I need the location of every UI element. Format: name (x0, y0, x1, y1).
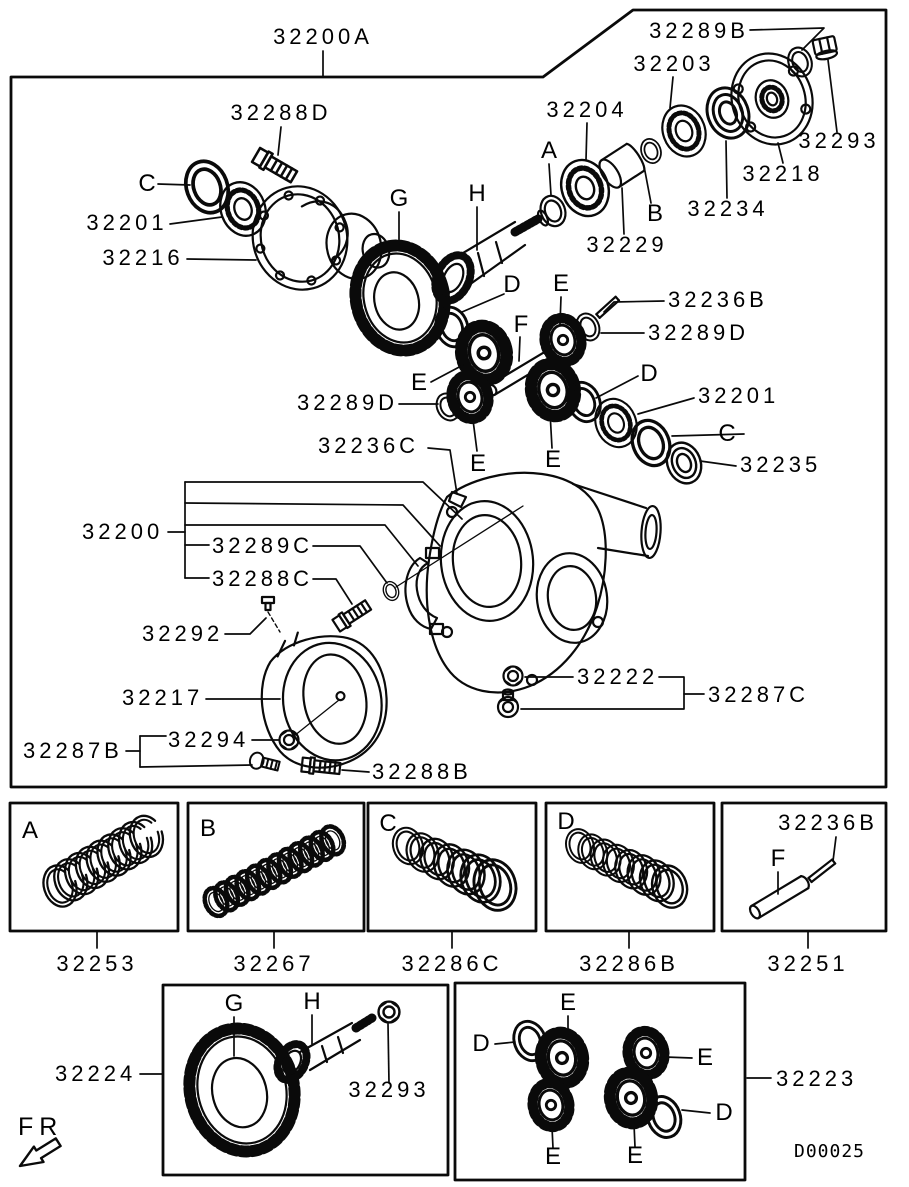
label-32229: 32229 (586, 232, 668, 257)
locknut-32287c (498, 690, 518, 718)
diff-gear-set-32223 (508, 1017, 686, 1142)
label-32236C: 32236C (318, 433, 420, 458)
label-32289D-right: 32289D (648, 320, 750, 345)
plug-bolt-32287b (248, 751, 280, 774)
label-32288D: 32288D (230, 100, 332, 125)
cover-32217 (251, 619, 398, 777)
label-32223: 32223 (776, 1066, 858, 1091)
pinion-gear-e-upper-right (540, 314, 586, 366)
diff-case-32216 (241, 166, 394, 303)
label-letter-f-box: F (770, 845, 786, 872)
label-32217: 32217 (122, 685, 204, 710)
label-32236B-box: 32236B (778, 810, 878, 835)
label-32200: 32200 (82, 519, 164, 544)
label-32288C: 32288C (212, 566, 314, 591)
label-letter-a: A (540, 137, 558, 164)
snap-ring-c-right (626, 415, 677, 472)
label-letter-c-right: C (718, 420, 736, 447)
label-32289C: 32289C (212, 533, 314, 558)
label-letter-h: H (468, 180, 486, 207)
label-letter-d-right: D (640, 360, 658, 387)
spacer-set-d (562, 825, 693, 912)
bolt-32288d (251, 147, 298, 185)
label-box-b: B (199, 815, 217, 842)
nut-32222 (504, 667, 523, 686)
caption-32286B: 32286B (579, 951, 679, 976)
label-32294: 32294 (168, 727, 250, 752)
spacer-set-c (388, 824, 522, 916)
label-letter-e-upper: E (552, 270, 570, 297)
snap-ring-set-b (201, 823, 349, 920)
seal-32234 (700, 82, 756, 144)
bearing-32204 (554, 153, 617, 223)
label-letter-e-box-bl: E (544, 1143, 562, 1170)
label-32218: 32218 (742, 161, 824, 186)
caption-32286C: 32286C (401, 951, 503, 976)
seal-32235 (661, 437, 707, 488)
pin-set-32251 (748, 860, 835, 921)
label-32293-top: 32293 (798, 128, 880, 153)
label-letter-d-mid: D (503, 271, 521, 298)
nut-32293-top (812, 36, 838, 61)
snap-ring-set-a (38, 811, 168, 910)
label-letter-b: B (646, 200, 664, 227)
pinion-gear-e-lower-left (447, 371, 493, 423)
label-letter-e-box-bm: E (626, 1142, 644, 1169)
label-box-a: A (21, 817, 39, 844)
label-32203: 32203 (633, 51, 715, 76)
label-32234: 32234 (687, 196, 769, 221)
label-32216: 32216 (102, 245, 184, 270)
label-32287B: 32287B (23, 738, 123, 763)
label-letter-c: C (138, 170, 156, 197)
label-32222: 32222 (577, 664, 659, 689)
label-32235: 32235 (740, 452, 822, 477)
label-box-d: D (557, 808, 575, 835)
diagram-code: D00025 (794, 1141, 866, 1162)
label-letter-h-box: H (303, 988, 321, 1015)
label-letter-g-box: G (224, 990, 244, 1017)
fr-label: FR (18, 1113, 64, 1141)
bearing-32201-right (588, 393, 644, 454)
drive-pinion-h (428, 209, 550, 306)
label-box-c: C (379, 810, 397, 837)
label-32236B-main: 32236B (668, 287, 768, 312)
washer-32289c (381, 579, 402, 602)
caption-32267: 32267 (233, 951, 315, 976)
label-letter-e-left: E (410, 369, 428, 396)
fr-direction-arrow (20, 1138, 61, 1166)
label-32201-right: 32201 (698, 383, 780, 408)
label-32287C: 32287C (708, 682, 810, 707)
carrier-housing-32200 (396, 473, 662, 693)
label-32289B: 32289B (649, 18, 749, 43)
label-32292: 32292 (142, 621, 224, 646)
label-32204: 32204 (546, 97, 628, 122)
label-32224: 32224 (55, 1061, 137, 1086)
label-32201-left: 32201 (86, 210, 168, 235)
label-32288B: 32288B (372, 759, 472, 784)
label-letter-g: G (389, 185, 409, 212)
label-letter-e-br: E (544, 446, 562, 473)
breather-32292 (262, 597, 280, 632)
label-letter-f: F (513, 311, 529, 338)
label-letter-e-box-top: E (559, 989, 577, 1016)
bearing-32203 (655, 99, 712, 162)
label-32293-box: 32293 (348, 1077, 430, 1102)
label-letter-d-box-l: D (472, 1030, 490, 1057)
caption-32253: 32253 (56, 951, 138, 976)
label-letter-d-box-br: D (715, 1099, 733, 1126)
label-32200A: 32200A (273, 24, 373, 49)
label-letter-e-box-right: E (696, 1044, 714, 1071)
label-32289D-left: 32289D (297, 390, 399, 415)
label-letter-e-bl: E (469, 450, 487, 477)
caption-32251: 32251 (767, 951, 849, 976)
